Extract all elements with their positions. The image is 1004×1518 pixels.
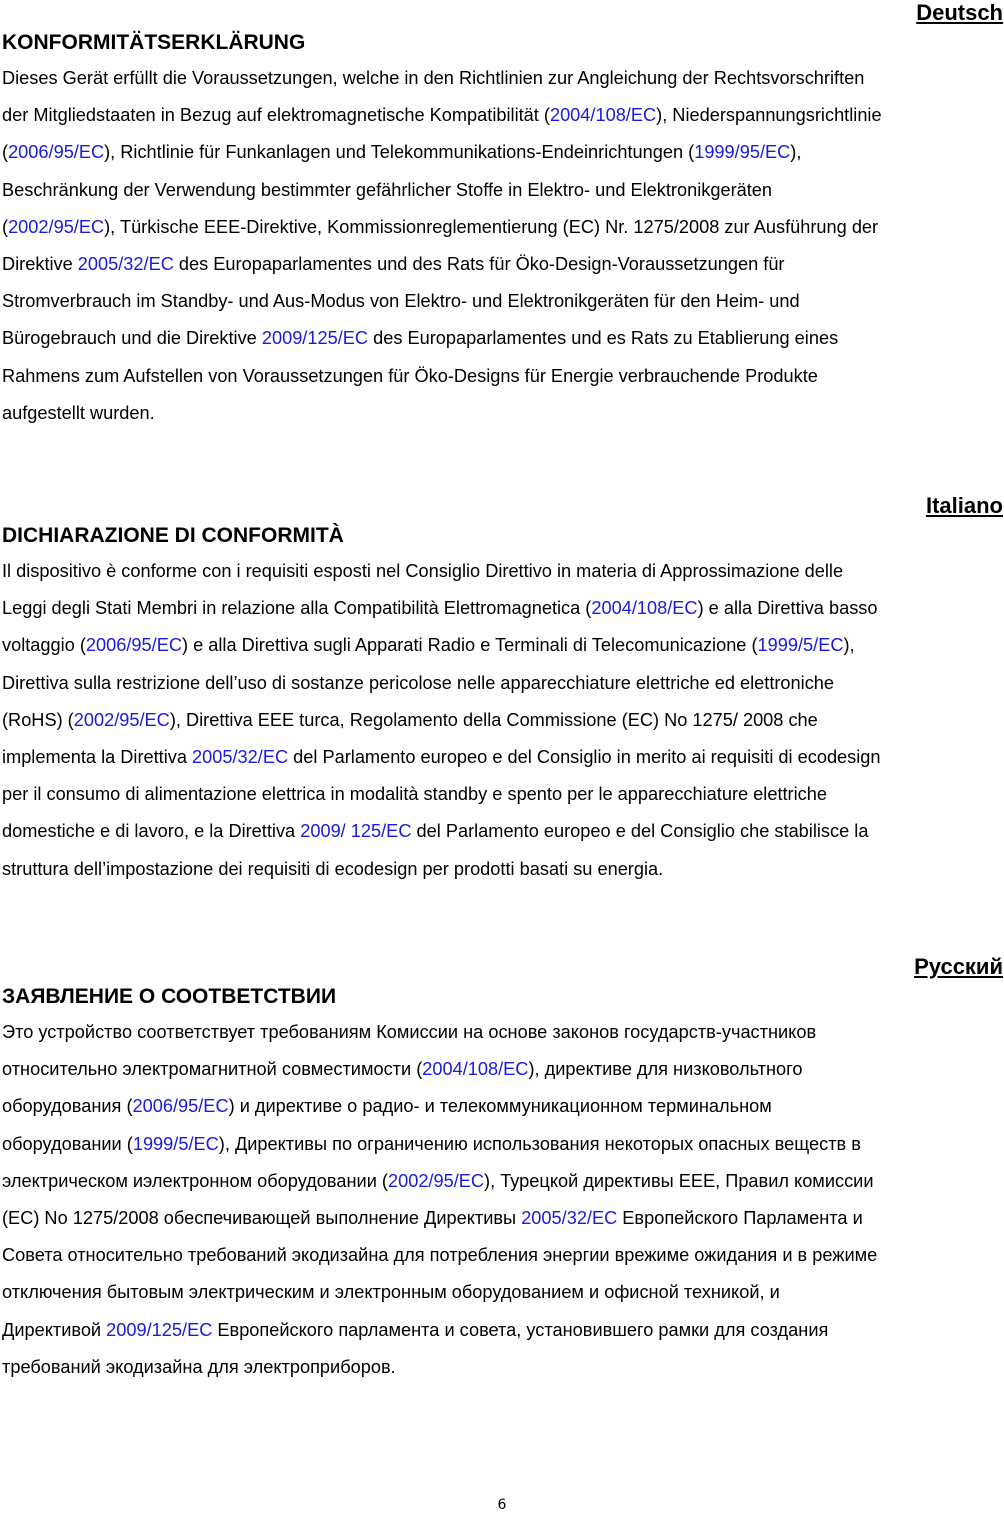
text-line	[2, 739, 1004, 776]
text-line	[2, 1274, 1004, 1311]
text-line	[2, 97, 1004, 134]
text-segment: Европейского парламента и совета, установившего рамки для создания	[212, 1319, 829, 1340]
text-line	[2, 134, 1004, 171]
text-segment: (	[2, 216, 9, 237]
text-segment: Директивой	[2, 1319, 107, 1340]
section-russkiy	[0, 954, 1004, 1386]
text-segment: Это устройство соответствует требованиям Комиссии на основе законов государств-участников	[2, 1022, 817, 1042]
text-line	[2, 553, 1004, 590]
text-segment: (	[2, 142, 9, 163]
text-segment: Direktive	[2, 253, 78, 274]
text-segment: voltaggio (	[2, 635, 86, 656]
directive-reference: 2004/108/EC	[422, 1059, 529, 1080]
section-deutsch	[0, 0, 1004, 432]
text-segment: относительно электромагнитной совместимости (	[2, 1059, 423, 1080]
directive-reference: 2002/95/EC	[8, 216, 105, 237]
directive-reference: 2006/95/EC	[85, 635, 182, 656]
text-line	[2, 1088, 1004, 1125]
directive-reference: 2006/95/EC	[8, 142, 105, 163]
text-segment: ), директиве для низковольтного	[528, 1059, 803, 1080]
text-segment: struttura dell’impostazione dei requisiti di ecodesign per prodotti basati su energia.	[2, 858, 664, 879]
directive-reference: 2005/32/EC	[77, 253, 174, 274]
section-body	[0, 60, 1004, 432]
directive-reference: 1999/5/EC	[757, 635, 844, 656]
text-line	[2, 813, 1004, 850]
text-line	[2, 395, 1004, 432]
directive-reference: 2002/95/EC	[73, 709, 170, 730]
section-italiano	[0, 493, 1004, 888]
text-segment: ) и директиве о радио- и телекоммуникационном терминальном	[228, 1096, 772, 1117]
text-line	[2, 172, 1004, 209]
text-line	[2, 702, 1004, 739]
directive-reference: 2002/95/EC	[387, 1170, 485, 1191]
text-line	[2, 1237, 1004, 1274]
text-segment: domestiche e di lavoro, e la Direttiva	[2, 821, 301, 842]
text-segment: Il dispositivo è conforme con i requisiti esposti nel Consiglio Direttivo in materia di Approssimazione delle	[2, 561, 844, 581]
text-segment: Европейского Парламента и	[617, 1207, 863, 1228]
directive-reference: 1999/95/EC	[694, 142, 791, 163]
directive-reference: 2004/108/EC	[549, 105, 657, 126]
language-label: Italiano	[925, 493, 1003, 518]
text-line	[2, 1126, 1004, 1163]
text-segment: (RoHS) (	[2, 709, 74, 730]
text-line	[2, 776, 1004, 813]
text-line	[2, 1200, 1004, 1237]
text-line	[2, 209, 1004, 246]
text-segment: Rahmens zum Aufstellen von Voraussetzungen für Öko-Designs für Energie verbrauchende Produkte	[2, 365, 818, 386]
text-segment: del Parlamento europeo e del Consiglio che stabilisce la	[411, 821, 869, 842]
directive-reference: 2005/32/EC	[521, 1207, 618, 1228]
text-segment: del Parlamento europeo e del Consiglio in merito ai requisiti di ecodesign	[288, 746, 881, 767]
text-segment: ), Директивы по ограничению использования некоторых опасных веществ в	[218, 1133, 861, 1154]
text-line	[2, 851, 1004, 888]
text-segment: des Europaparlamentes und es Rats zu Etablierung eines	[368, 328, 839, 349]
text-segment: ) e alla Direttiva sugli Apparati Radio e Terminali di Telecomunicazione (	[181, 635, 758, 656]
text-line	[2, 60, 1004, 97]
text-segment: Direttiva sulla restrizione dell’uso di sostanze pericolose nelle apparecchiature elettriche ed elettroniche	[2, 672, 835, 693]
text-line	[2, 320, 1004, 357]
text-segment: ), Niederspannungsrichtlinie	[656, 105, 882, 126]
text-segment: отключения бытовым электрическим и электронным оборудованием и офисной техникой, и	[2, 1282, 780, 1303]
text-segment: оборудования (	[2, 1096, 133, 1117]
text-line	[2, 590, 1004, 627]
directive-reference: 2009/ 125/EC	[300, 821, 412, 842]
directive-reference: 2006/95/EC	[132, 1096, 229, 1117]
text-segment: ), Direttiva EEE turca, Regolamento della Commissione (EC) No 1275/ 2008 che	[169, 709, 818, 730]
section-title: KONFORMITÄTSERKLÄRUNG	[2, 31, 306, 54]
text-segment: ), Richtlinie für Funkanlagen und Telekommunikations-Endeinrichtungen (	[104, 142, 695, 163]
text-segment: Leggi degli Stati Membri in relazione alla Compatibilità Elettromagnetica (	[2, 598, 592, 619]
text-segment: ),	[790, 142, 802, 163]
section-body	[0, 1014, 1004, 1386]
text-segment: der Mitgliedstaaten in Bezug auf elektromagnetische Kompatibilität (	[2, 105, 550, 126]
text-segment: des Europaparlamentes und des Rats für Öko-Design-Voraussetzungen für	[173, 253, 785, 274]
text-segment: ), Türkische EEE-Direktive, Kommissionreglementierung (EC) Nr. 1275/2008 zur Ausführung der	[104, 216, 879, 237]
section-body	[0, 553, 1004, 888]
text-segment: Bürogebrauch und die Direktive	[2, 328, 262, 349]
text-segment: implementa la Direttiva	[2, 746, 193, 767]
language-label: Русский	[914, 954, 1003, 979]
text-line	[2, 1163, 1004, 1200]
text-segment: ) e alla Direttiva basso	[697, 598, 878, 619]
text-line	[2, 627, 1004, 664]
directive-reference: 2009/125/EC	[106, 1319, 213, 1340]
directive-reference: 2005/32/EC	[192, 746, 289, 767]
text-segment: Beschränkung der Verwendung bestimmter gefährlicher Stoffe in Elektro- und Elektronikgeräten	[2, 179, 773, 200]
text-segment: требований экодизайна для электроприборов.	[2, 1356, 396, 1377]
language-label: Deutsch	[916, 0, 1003, 25]
text-segment: Stromverbrauch im Standby- und Aus-Modus von Elektro- und Elektronikgeräten für den Heim- und	[2, 291, 800, 312]
directive-reference: 1999/5/EC	[132, 1133, 219, 1154]
directive-reference: 2009/125/EC	[261, 328, 369, 349]
text-segment: per il consumo di alimentazione elettrica in modalità standby e spento per le apparecchiature elettriche	[2, 784, 827, 805]
text-segment: оборудовании (	[2, 1133, 133, 1154]
text-line	[2, 1349, 1004, 1386]
section-title: ЗАЯВЛЕНИЕ О СООТВЕТСТВИИ	[2, 985, 337, 1008]
text-segment: aufgestellt wurden.	[2, 402, 155, 423]
text-segment: (EC) No 1275/2008 обеспечивающей выполнение Директивы	[2, 1207, 522, 1228]
text-line	[2, 358, 1004, 395]
text-segment: Совета относительно требований экодизайна для потребления энергии врежиме ожидания и в режиме	[2, 1245, 878, 1266]
directive-reference: 2004/108/EC	[591, 598, 698, 619]
text-line	[2, 1051, 1004, 1088]
text-line	[2, 1014, 1004, 1051]
text-line	[2, 665, 1004, 702]
text-segment: Dieses Gerät erfüllt die Voraussetzungen, welche in den Richtlinien zur Angleichung der Rechtsvorschriften	[2, 68, 865, 88]
text-segment: ),	[843, 635, 855, 656]
section-title: DICHIARAZIONE DI CONFORMITÀ	[2, 524, 344, 547]
text-line	[2, 283, 1004, 320]
text-line	[2, 1312, 1004, 1349]
text-segment: электрическом иэлектронном оборудовании (	[2, 1170, 388, 1191]
page-number: 6	[497, 1497, 507, 1513]
text-segment: ), Турецкой директивы EEE, Правил комиссии	[484, 1170, 874, 1191]
text-line	[2, 246, 1004, 283]
